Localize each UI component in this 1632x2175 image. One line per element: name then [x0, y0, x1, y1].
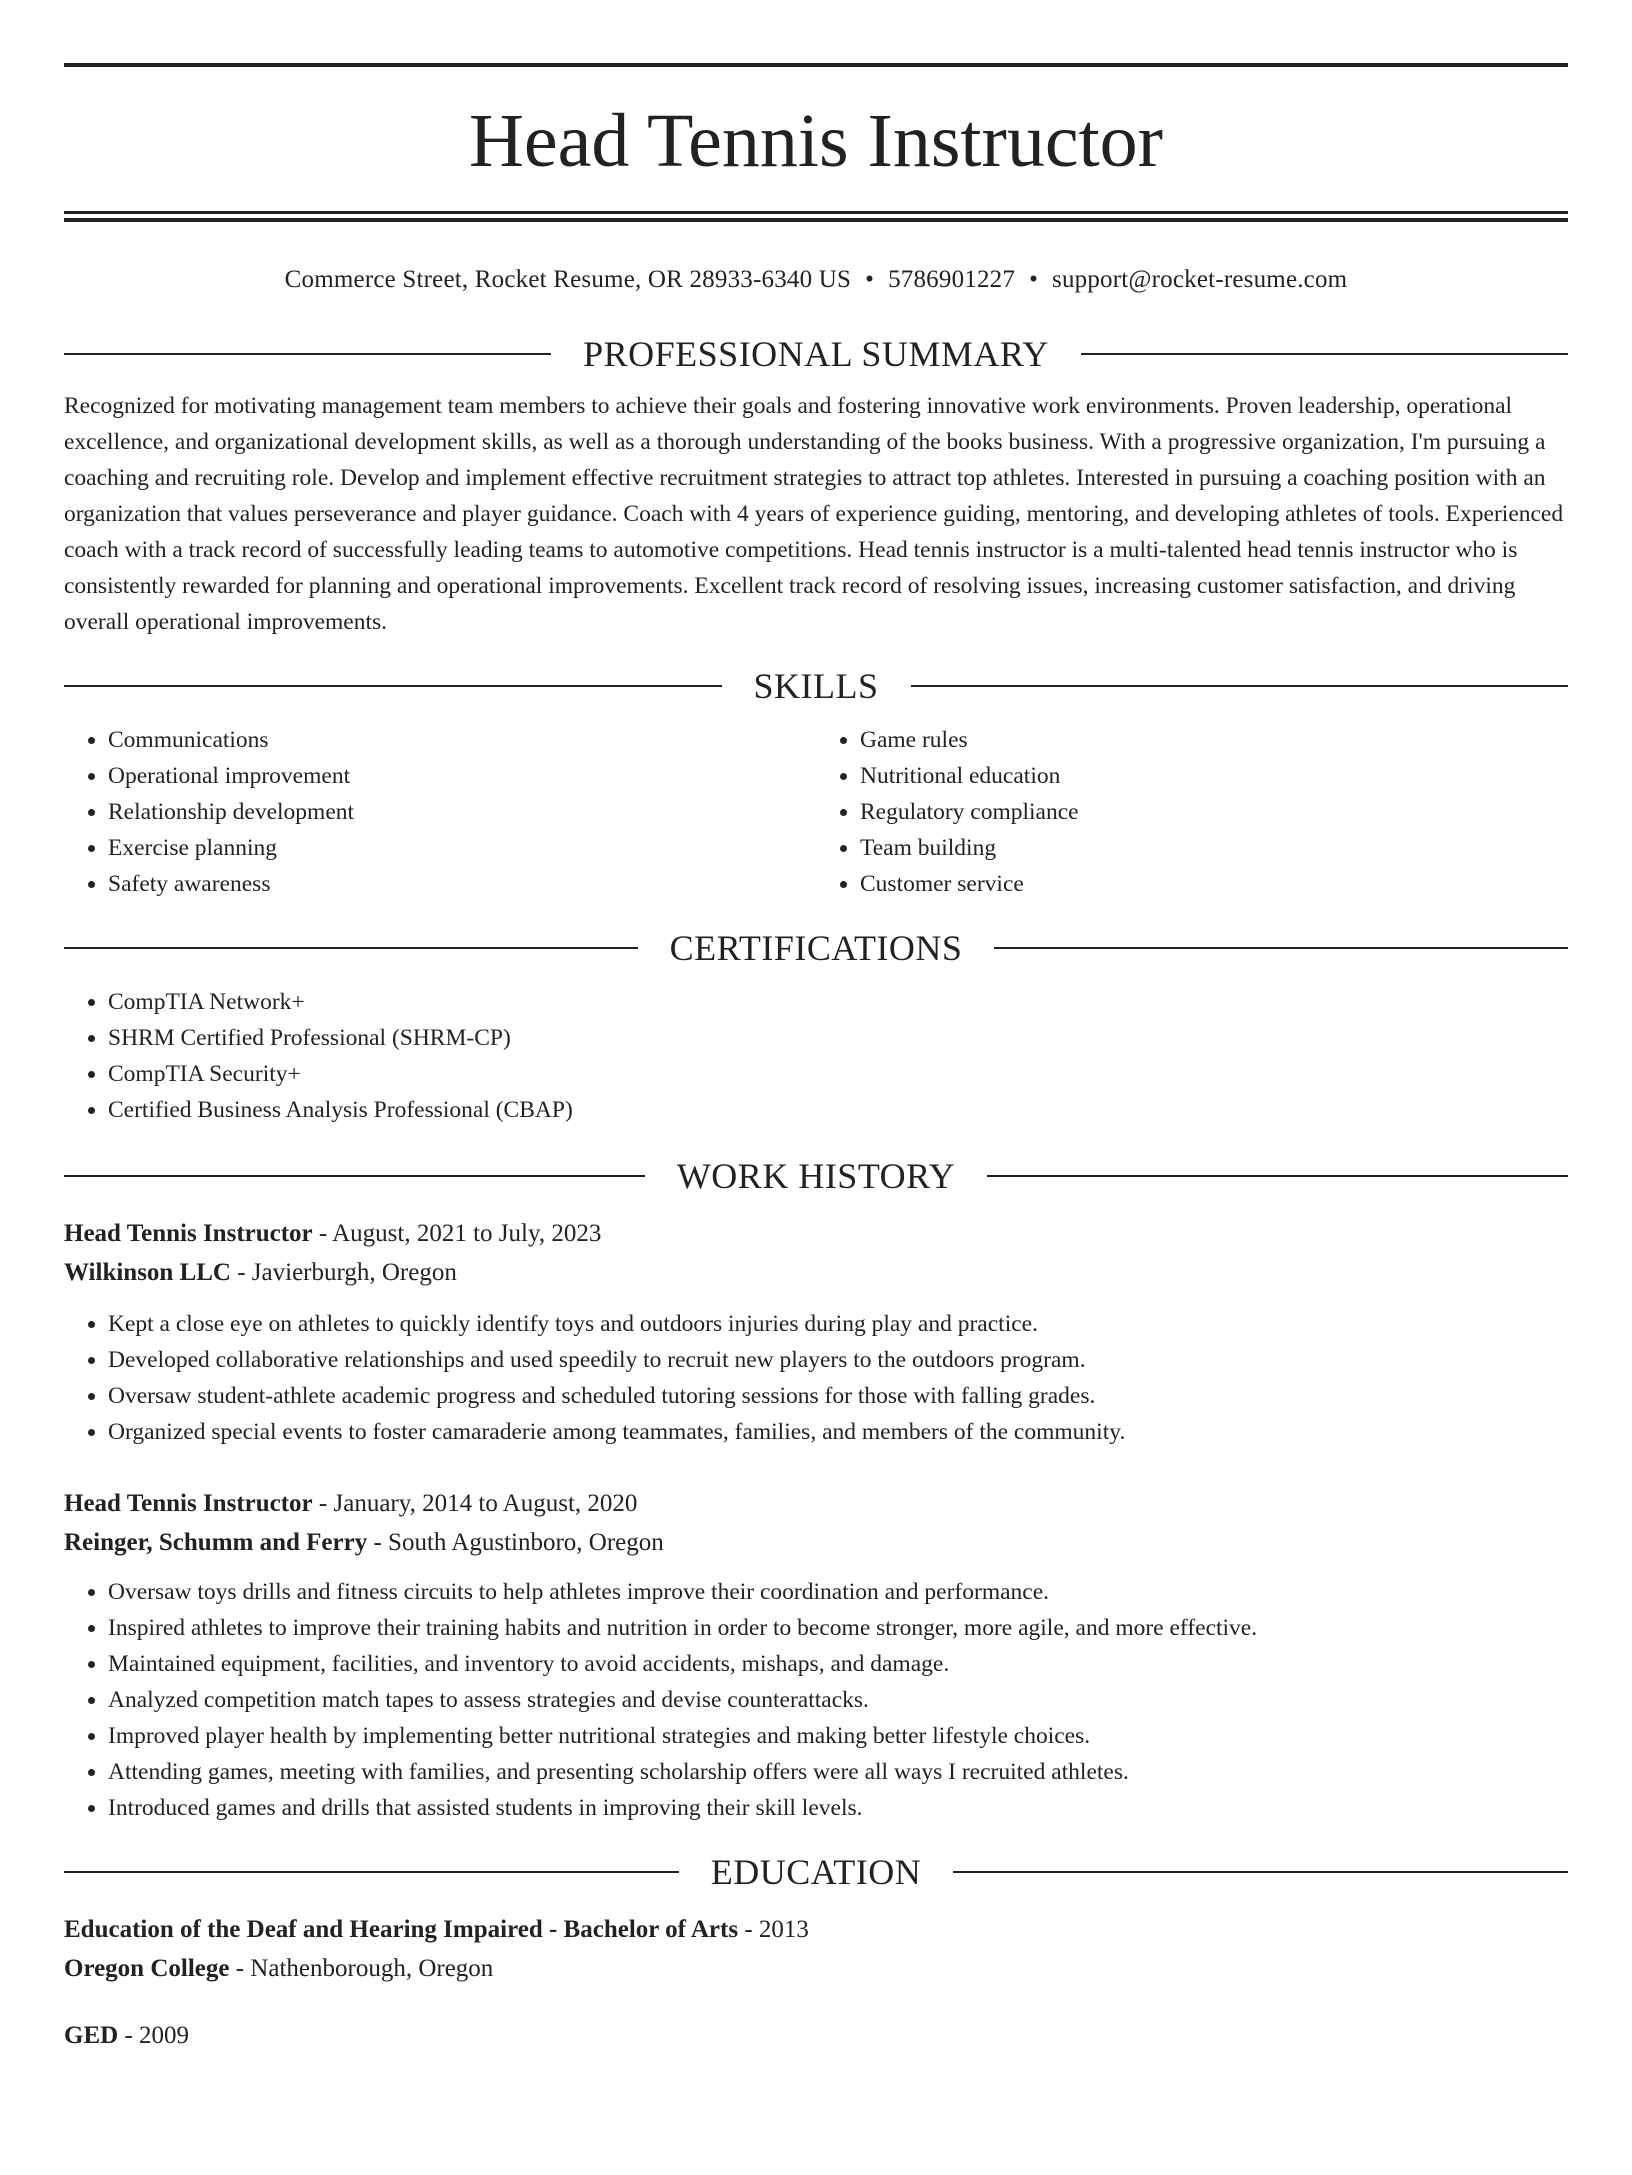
section-heading-summary [64, 332, 1568, 376]
section-heading-work-history [64, 1154, 1568, 1198]
job-location: - South Agustinboro, Oregon [367, 1529, 664, 1556]
job-company-line [64, 1253, 1568, 1292]
job-entry [64, 1214, 1568, 1450]
job-company: Wilkinson LLC [64, 1259, 231, 1286]
contact-address: Commerce Street, Rocket Resume, OR 28933-6340 US [284, 266, 852, 293]
skill-item: • Exercise planning [108, 830, 816, 866]
job-company-line [64, 1523, 1568, 1562]
section-heading-skills [64, 664, 1568, 708]
education-degree: Education of the Deaf and Hearing Impaired - Bachelor of Arts [64, 1916, 739, 1943]
certification-item: • SHRM Certified Professional (SHRM-CP) [108, 1020, 1568, 1056]
job-bullet: • Improved player health by implementing better nutritional strategies and making better lifestyle choices. [108, 1718, 1568, 1754]
education-location: - Nathenborough, Oregon [229, 1955, 494, 1982]
heading-rule [994, 947, 1568, 949]
education-degree: GED [64, 2022, 119, 2049]
heading-rule [64, 1175, 645, 1177]
skill-item: • Nutritional education [860, 758, 1568, 794]
certification-item: • CompTIA Security+ [108, 1056, 1568, 1092]
contact-phone: 5786901227 [888, 266, 1016, 293]
section-title: PROFESSIONAL SUMMARY [583, 334, 1049, 374]
education-degree-line [64, 2016, 1568, 2055]
contact-line [64, 260, 1568, 300]
education-entry [64, 1910, 1568, 1988]
education-year: - 2013 [738, 1916, 809, 1943]
contact-separator: • [865, 266, 875, 293]
job-dates: - August, 2021 to July, 2023 [312, 1220, 602, 1247]
job-bullet: • Kept a close eye on athletes to quickly identify toys and outdoors injuries during play and practice. [108, 1306, 1568, 1342]
heading-rule [953, 1871, 1568, 1873]
skill-item: • Communications [108, 722, 816, 758]
job-bullet: • Inspired athletes to improve their training habits and nutrition in order to become stronger, more agile, and more effective. [108, 1610, 1568, 1646]
skill-item: • Relationship development [108, 794, 816, 830]
section-title: EDUCATION [710, 1852, 922, 1892]
contact-separator: • [1029, 266, 1039, 293]
section-title: WORK HISTORY [676, 1156, 956, 1196]
heading-rule [64, 685, 722, 687]
job-bullet: • Analyzed competition match tapes to assess strategies and devise counterattacks. [108, 1682, 1568, 1718]
job-bullet: • Oversaw toys drills and fitness circuits to help athletes improve their coordination and performance. [108, 1574, 1568, 1610]
job-bullet: • Organized special events to foster camaraderie among teammates, families, and members of the community. [108, 1414, 1568, 1450]
contact-email: support@rocket-resume.com [1052, 266, 1348, 293]
job-location: - Javierburgh, Oregon [230, 1259, 457, 1286]
job-bullets [64, 1306, 1568, 1450]
skill-item: • Customer service [860, 866, 1568, 902]
education-year: - 2009 [118, 2022, 190, 2049]
job-bullet: • Maintained equipment, facilities, and inventory to avoid accidents, mishaps, and damage. [108, 1646, 1568, 1682]
skill-item: • Safety awareness [108, 866, 816, 902]
education-school-line [64, 1949, 1568, 1988]
skills-list-left [64, 722, 816, 902]
skill-item: • Game rules [860, 722, 1568, 758]
heading-rule [64, 947, 638, 949]
job-company: Reinger, Schumm and Ferry [64, 1529, 368, 1556]
job-entry [64, 1484, 1568, 1826]
page-title: Head Tennis Instructor [469, 99, 1163, 183]
heading-rule [1081, 353, 1568, 355]
job-title-line [64, 1484, 1568, 1523]
heading-rule [987, 1175, 1568, 1177]
job-title: Head Tennis Instructor [64, 1220, 313, 1247]
skills-columns [64, 722, 1568, 902]
education-school: Oregon College [64, 1955, 230, 1982]
certification-item: • Certified Business Analysis Professional (CBAP) [108, 1092, 1568, 1128]
section-heading-education [64, 1850, 1568, 1894]
job-bullet: • Oversaw student-athlete academic progress and scheduled tutoring sessions for those with falling grades. [108, 1378, 1568, 1414]
heading-rule [911, 685, 1569, 687]
job-bullet: • Attending games, meeting with families, and presenting scholarship offers were all ways I recruited athletes. [108, 1754, 1568, 1790]
skills-list-right [816, 722, 1568, 902]
job-title-line [64, 1214, 1568, 1253]
job-title: Head Tennis Instructor [64, 1490, 313, 1517]
section-title: SKILLS [753, 666, 879, 706]
certifications-list [64, 984, 1568, 1128]
section-title: CERTIFICATIONS [669, 928, 963, 968]
certification-item: • CompTIA Network+ [108, 984, 1568, 1020]
skill-item: • Regulatory compliance [860, 794, 1568, 830]
skill-item: • Operational improvement [108, 758, 816, 794]
title-double-rule [64, 211, 1568, 222]
heading-rule [64, 1871, 679, 1873]
education-entry [64, 2016, 1568, 2055]
job-bullet: • Developed collaborative relationships and used speedily to recruit new players to the outdoors program. [108, 1342, 1568, 1378]
skill-item: • Team building [860, 830, 1568, 866]
section-heading-certifications [64, 926, 1568, 970]
job-bullets [64, 1574, 1568, 1826]
education-degree-line [64, 1910, 1568, 1949]
job-dates: - January, 2014 to August, 2020 [312, 1490, 638, 1517]
heading-rule [64, 353, 551, 355]
job-bullet: • Introduced games and drills that assisted students in improving their skill levels. [108, 1790, 1568, 1826]
resume-page [0, 63, 1632, 2175]
summary-paragraph: Recognized for motivating management team members to achieve their goals and fostering innovative work environments. Proven leadership, operational excellence, and organizational development skills, as well as a thorough understanding of the books business. With a progressive organization, I'm pursuing a coaching and recruiting role. Develop and implement effective recruitment strategies to attract top athletes. Interested in pursuing a coaching position with an organization that values perseverance and player guidance. Coach with 4 years of experience guiding, mentoring, and developing athletes of tools. Experienced coach with a track record of successfully leading teams to automotive competitions. Head tennis instructor is a multi-talented head tennis instructor who is consistently rewarded for planning and operational improvements. Excellent track record of resolving issues, increasing customer satisfaction, and driving overall operational improvements. [64, 393, 1564, 635]
